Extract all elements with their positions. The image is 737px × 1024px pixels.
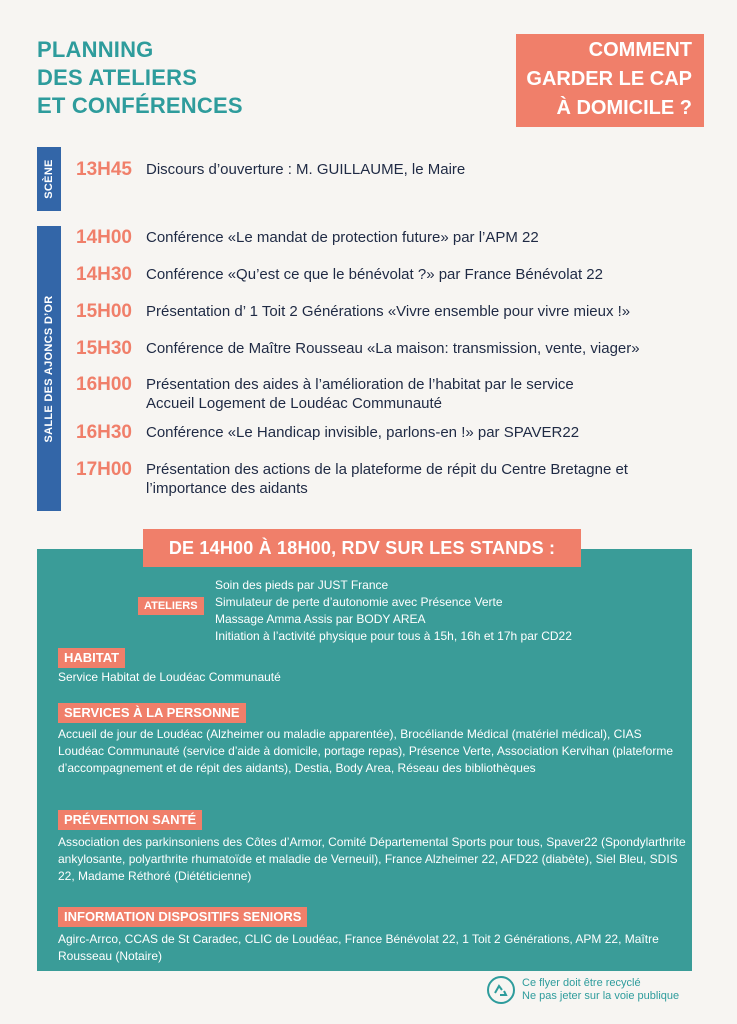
section-text: Agirc-Arrco, CCAS de St Caradec, CLIC de Loudéac, France Bénévolat 22, 1 Toit 2 Générations, APM 22, Maître Rousseau (Notaire) [58,932,659,963]
section-text: Accueil de jour de Loudéac (Alzheimer ou maladie apparentée), Brocéliande Médical (matériel médical), CIAS Loudéac Communauté (service d’aide à domicile, portage repas), Présence Verte, Association Kervihan (plateforme d’accompagnement et de répit des aidants), Destia, Body Area, Réseau des bibliothèques [58,727,673,775]
section-heading: HABITAT [58,648,125,668]
section-heading: SERVICES À LA PERSONNE [58,703,246,723]
schedule-row [76,422,579,444]
event-description: Conférence «Le mandat de protection future» par l’APM 22 [146,229,539,246]
stands-banner: DE 14H00 À 18H00, RDV SUR LES STANDS : [143,529,581,567]
event-title-box [516,34,704,127]
atelier-item: Soin des pieds par JUST France [215,578,389,592]
schedule-row [76,374,616,413]
atelier-item: Simulateur de perte d’autonomie avec Présence Verte [215,595,503,609]
recycle-notice [486,975,679,1005]
schedule-row [76,459,706,498]
ateliers-list [215,577,572,645]
schedule-row [76,301,630,323]
scene-label: SCÈNE [43,159,55,199]
title-line: DES ATELIERS [37,65,198,90]
page-title [37,36,243,120]
event-time: 13H45 [76,159,132,180]
schedule-row [76,264,603,286]
event-time: 15H00 [76,301,132,322]
event-time: 14H00 [76,227,132,248]
salle-label: SALLE DES AJONCS D’OR [43,294,55,443]
section-heading: PRÉVENTION SANTÉ [58,810,202,830]
event-description: Présentation des aides à l’amélioration de l’habitat par le service Accueil Logement de Loudéac Communauté [146,376,574,412]
recycle-line: Ne pas jeter sur la voie publique [522,990,680,1002]
event-description: Conférence «Qu’est ce que le bénévolat ?» par France Bénévolat 22 [146,266,603,283]
event-description: Présentation des actions de la plateforme de répit du Centre Bretagne et l’importance des aidants [146,461,628,497]
cap-line: À DOMICILE ? [556,97,692,119]
schedule-row [76,338,640,360]
title-line: ET CONFÉRENCES [37,93,243,118]
scene-label-bar [37,147,61,211]
event-time: 16H30 [76,422,132,443]
event-time: 17H00 [76,459,132,480]
salle-label-bar [37,226,61,511]
section-text: Association des parkinsoniens des Côtes d’Armor, Comité Départemental Sports pour tous, Spaver22 (Spondylarthrite ankylosante, polyarthrite rhumatoïde et maladie de Verneuil), France Alzheimer 22, AFD22 (diabète), Siel Bleu, SDIS 22, Madame Réthoré (Diététicienne) [58,835,686,883]
event-time: 16H00 [76,374,132,395]
event-description: Conférence «Le Handicap invisible, parlons-en !» par SPAVER22 [146,424,580,441]
event-description: Présentation d’ 1 Toit 2 Générations «Vivre ensemble pour vivre mieux !» [146,303,631,320]
event-description: Discours d’ouverture : M. GUILLAUME, le Maire [146,161,466,178]
recycle-line: Ce flyer doit être recyclé [522,977,641,989]
ateliers-badge: ATELIERS [138,597,204,615]
schedule-row [76,227,539,249]
event-description: Conférence de Maître Rousseau «La maison: transmission, vente, viager» [146,340,640,357]
title-line: PLANNING [37,37,154,62]
atelier-item: Initiation à l’activité physique pour tous à 15h, 16h et 17h par CD22 [215,629,572,643]
schedule-row [76,159,465,181]
cap-line: COMMENT [588,39,692,61]
cap-line: GARDER LE CAP [526,68,692,90]
recycle-icon [486,975,516,1005]
section-heading: INFORMATION DISPOSITIFS SENIORS [58,907,307,927]
atelier-item: Massage Amma Assis par BODY AREA [215,612,426,626]
event-time: 14H30 [76,264,132,285]
section-text: Service Habitat de Loudéac Communauté [58,670,281,684]
event-time: 15H30 [76,338,132,359]
